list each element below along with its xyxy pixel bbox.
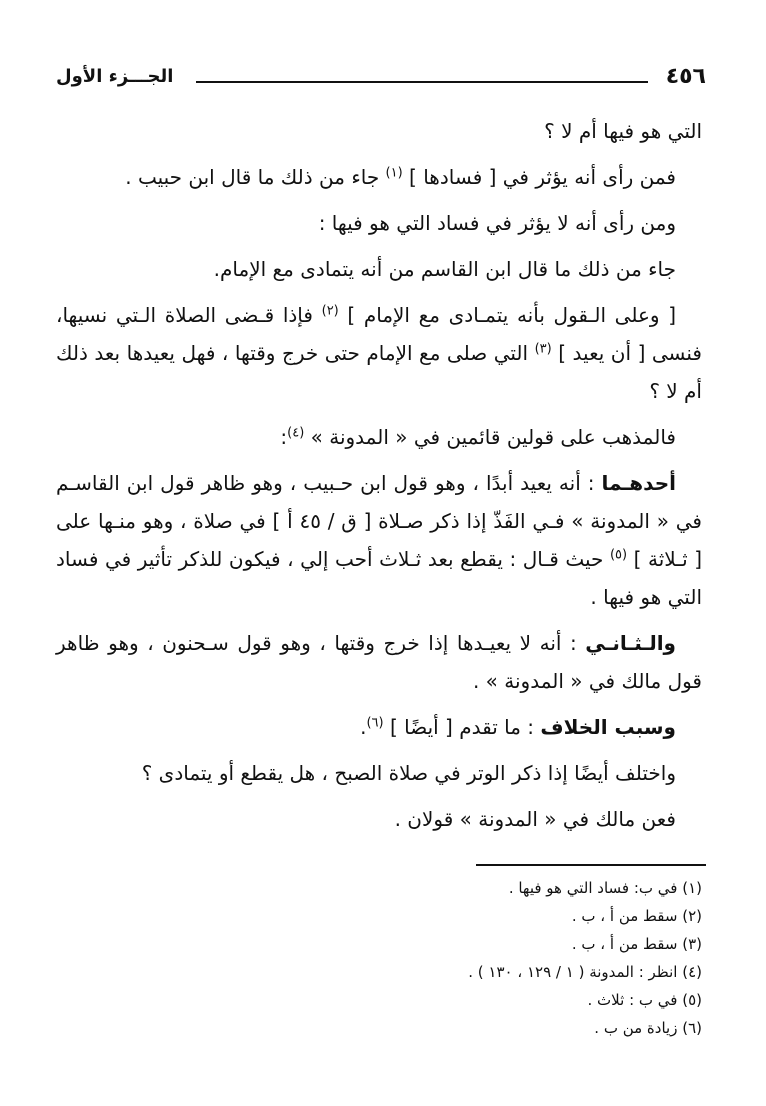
footnote-item: (٢) سقط من أ ، ب . [571, 907, 702, 925]
footnote-reference: (٢) [321, 303, 339, 319]
text-run: . [360, 715, 367, 739]
paragraph [56, 112, 702, 150]
paragraph [56, 800, 702, 838]
bold-term: أحدهـما [601, 471, 676, 495]
page-header [56, 64, 706, 104]
footnote-item: (٥) في ب : ثلاث . [587, 991, 702, 1009]
page-number: ٤٥٦ [665, 64, 706, 89]
paragraph [56, 624, 702, 700]
text-run: فإذا قـضى الصلاة الـتي نسيها، فنسى [ أن يعيد ] [56, 303, 702, 365]
paragraph [56, 418, 702, 456]
footnote-reference: (٦) [366, 715, 384, 731]
footnote-item: (١) في ب: فساد التي هو فيها . [508, 879, 702, 897]
text-run: فالمذهب على قولين قائمين في « المدونة » [304, 425, 676, 449]
text-run: واختلف أيضًا إذا ذكر الوتر في صلاة الصبح ، هل يقطع أو يتمادى ؟ [141, 761, 676, 785]
running-title: الجـــزء الأول [56, 66, 174, 87]
footnote-reference: (٤) [287, 425, 305, 441]
footnote-item: (٦) زيادة من ب . [594, 1019, 702, 1037]
text-run: جاء من ذلك ما قال ابن القاسم من أنه يتمادى مع الإمام. [213, 257, 676, 281]
text-run: التي هو فيها أم لا ؟ [544, 119, 702, 143]
bold-term: وسبب الخلاف [540, 715, 676, 739]
text-run: فعن مالك في « المدونة » قولان . [394, 807, 676, 831]
bold-term: والـثـانـي [585, 631, 676, 655]
paragraph [56, 158, 702, 196]
text-run: التي صلى مع الإمام حتى خرج وقتها ، فهل يعيدها بعد ذلك أم لا ؟ [56, 341, 702, 403]
text-run: جاء من ذلك ما قال ابن حبيب . [125, 165, 386, 189]
footnote-reference: (١) [385, 165, 403, 181]
footnote-item: (٣) سقط من أ ، ب . [571, 935, 702, 953]
text-run: ومن رأى أنه لا يؤثر في فساد التي هو فيها : [318, 211, 676, 235]
footnotes [56, 874, 702, 1042]
paragraph [56, 754, 702, 792]
text-run: : أنه لا يعيـدها إذا خرج وقتها ، وهو قول سـحنون ، وهو ظاهر قول مالك في « المدونة » . [56, 631, 702, 693]
footnote-reference: (٥) [609, 547, 628, 563]
paragraph [56, 464, 702, 616]
footnote-rule [476, 864, 706, 866]
paragraph [56, 708, 702, 746]
body-text [56, 112, 702, 846]
text-run: حيث قـال : يقطع بعد ثـلاث أحب إلي ، فيكون للذكر تأثير في فساد التي هو فيها . [56, 547, 702, 609]
paragraph [56, 250, 702, 288]
text-run: [ وعلى الـقول بأنه يتمـادى مع الإمام ] [338, 303, 677, 327]
text-run: : [280, 425, 288, 449]
text-run: فمن رأى أنه يؤثر في [ فسادها ] [402, 165, 676, 189]
footnote-reference: (٣) [534, 341, 552, 357]
paragraph [56, 204, 702, 242]
header-rule [196, 81, 648, 83]
text-run: : أنه يعيد أبدًا ، وهو قول ابن حـبيب ، وهو ظاهر قول ابن القاسـم في « المدونة » فـي الفَذّ إذا ذكر صـلاة [ ق / ٤٥ أ ] في صلاة ، وهو منـها على [ ثـلاثة ] [56, 471, 702, 571]
text-run: : ما تقدم [ أيضًا ] [383, 715, 541, 739]
paragraph [56, 296, 702, 410]
footnote-item: (٤) انظر : المدونة ( ١ / ١٢٩ ، ١٣٠ ) . [468, 963, 702, 981]
